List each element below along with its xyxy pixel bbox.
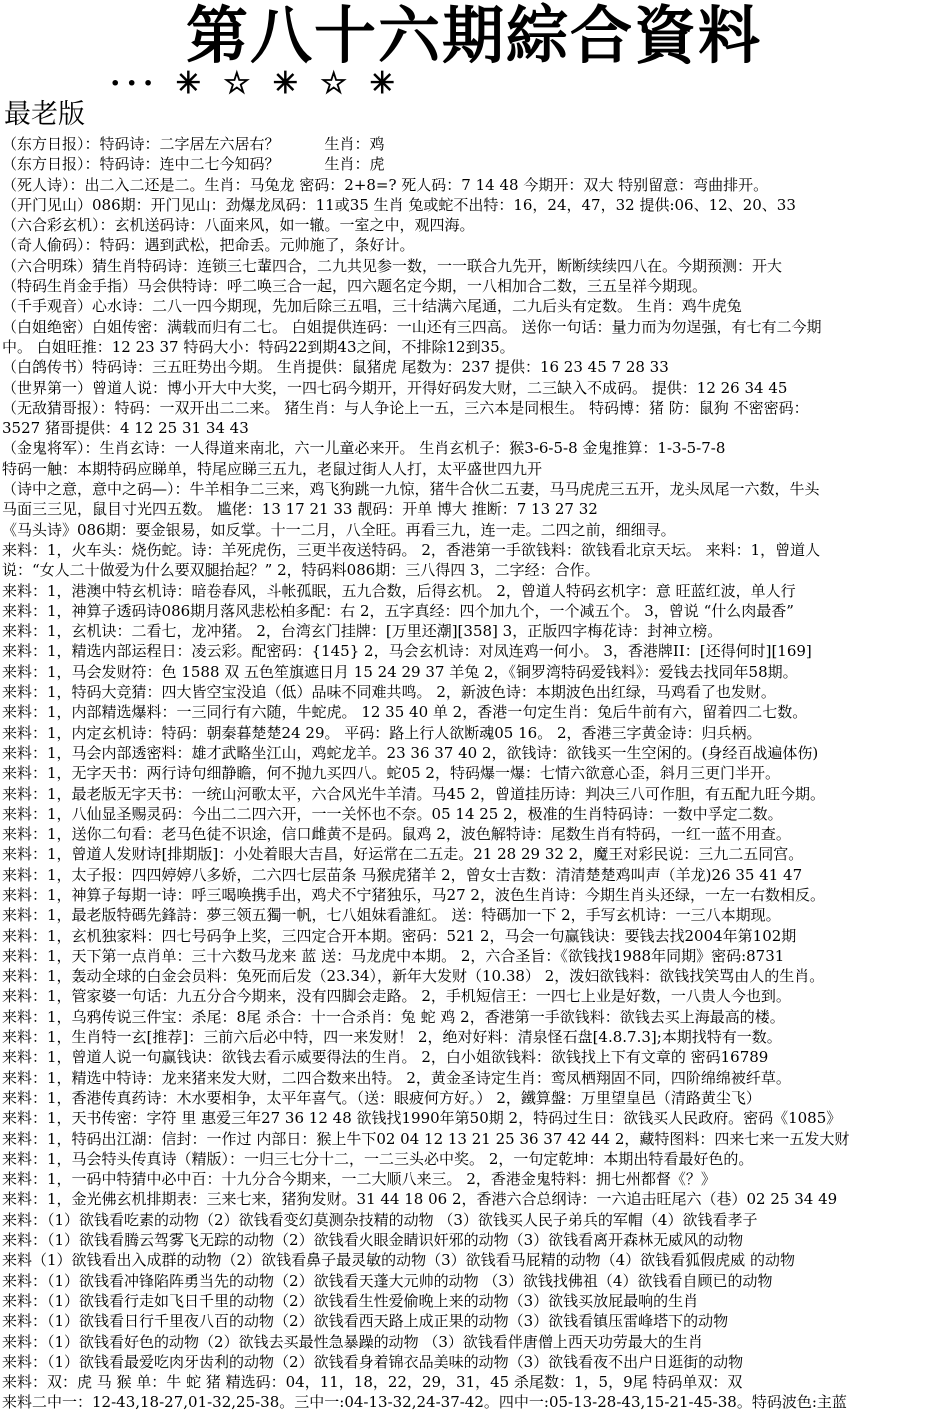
text-line: 来料：1，神算子每期一诗：呼三喝唤携手出，鸡犬不宁猪独乐，马27 2，波色生肖诗：今期生肖头还绿，一左一右数相反。 xyxy=(2,885,825,904)
text-line: （六合明珠）猜生肖特码诗：连锁三七輩四合，二九共见参一数，一一联合九先开，断断续续四八在。今期预测：开大 xyxy=(2,256,783,275)
text-line: 马面三三见，鼠目寸光四五数。 尴佬：13 17 21 33 靓码：开单 博大 推断：7 13 27 32 xyxy=(2,500,598,519)
text-line: （开门见山）086期：开门见山：劲爆龙凤码：11或35 生肖 兔或蛇不出特：16，24，47，32 提供:06、12、20、33 xyxy=(2,195,796,214)
brand-label: 最老版 xyxy=(4,99,85,130)
text-line: 来料：1，一码中特猜中必中百：十九分合今期来，一二大顺八来三。 2，香港金鬼特料：拥七州都督《？》 xyxy=(2,1170,716,1189)
text-line: 来料：（1）欲钱看腾云驾雾飞无踪的动物（2）欲钱看火眼金睛识奸邪的动物（3）欲钱看离开森林无威风的动物 xyxy=(2,1231,744,1250)
text-line: 来料：（1）欲钱看好色的动物（2）欲钱去买最性急暴躁的动物 （3）欲钱看伴唐僧上西天功劳最大的生肖 xyxy=(2,1332,703,1351)
text-line: 来料：1，生肖特一玄[推荐]：三前六后必中特，四一来发财！ 2，绝对好料：清泉怪石盘[4.8.7.3];本期找特有一数。 xyxy=(2,1028,782,1047)
text-line: （世界第一）曾道人说：博小开大中大奖，一四七码今期开，开得好码发大财，二三缺入不成码。 提供：12 26 34 45 xyxy=(2,378,788,397)
text-line: （东方日报）：特码诗：连中二七今知码？ 生肖：虎 xyxy=(2,155,385,174)
text-line: 来料：1，特码大竞猜：四大皆空宝没追（低）品味不同难共鸣。 2，新波色诗：本期波色出红绿，马鸡看了也发财。 xyxy=(2,683,776,702)
text-line: （奇人偷码）：特码：遇到武松，把命丢。元帅施了，条好计。 xyxy=(2,236,415,255)
text-line: 来料：（1）欲钱看行走如飞日千里的动物（2）欲钱看生性爱偷晚上来的动物（3）欲钱买放屁最响的生肖 xyxy=(2,1291,699,1310)
text-line: 来料：（1）欲钱看最爱吃肉牙齿利的动物（2）欲钱看身着锦衣品美味的动物（3）欲钱看夜不出户日逛街的动物 xyxy=(2,1352,744,1371)
text-line: 来料：1，火车头：烧伤蛇。诗：羊死虎伤，三更半夜送特码。 2，香港第一手欲钱料：欲钱看北京天坛。 来料：1，曾道人 xyxy=(2,540,821,559)
text-line: （千手观音）心水诗：二八一四今期现，先加后除三五唱，三十结满六尾通，二九后头有定数。 生肖：鸡牛虎兔 xyxy=(2,297,742,316)
text-line: 来料：（1）欲钱看冲锋陷阵勇当先的动物（2）欲钱看天蓬大元帅的动物 （3）欲钱找佛祖（4）欲钱看自顾已的动物 xyxy=(2,1271,773,1290)
text-line: 来料：1，马会内部透密料：雄才武略坐江山，鸡蛇龙羊。23 36 37 40 2，欲钱诗：欲钱买一生空闲的。(身经百战遍体伤) xyxy=(2,743,819,762)
text-line: 中。 白姐旺推：12 23 37 特码大小：特码22到期43之间，不排除12到35。 xyxy=(2,337,515,356)
text-line: 来料：1，八仙显圣赐灵码：今出二二四六开，一一关怀也不奈。05 14 25 2，极准的生肖特码诗：一数中孚定二数。 xyxy=(2,804,783,823)
text-line: 来料：1，无字天书：两行诗句细静瞻，何不抛九买四八。蛇05 2，特码爆一爆：七情六欲意心歪，斜月三更门半开。 xyxy=(2,764,780,783)
text-line: 来料：1，最老版无字天书：一统山河歌太平，六合风光牛羊清。马45 2，曾道挂历诗：判决三八可作胆，有五配九旺今期。 xyxy=(2,784,825,803)
text-line: 来料二中一：12-43,18-27,01-32,25-38。三中一:04-13-32,24-37-42。四中一:05-13-28-43,15-21-45-38。特码波色:主蓝 xyxy=(2,1393,847,1412)
text-line: 来料：1，轰动全球的白金会员料：兔死而后发（23.34），新年大发财（10.38） 2，泼妇欲钱料：欲钱找笑骂由人的生肖。 xyxy=(2,967,825,986)
text-line: （白鸽传书）特码诗：三五旺势出今期。 生肖提供：鼠猪虎 尾数为：237 提供：16 23 45 7 28 33 xyxy=(2,358,669,377)
text-line: （东方日报）：特码诗：二字居左六居右？ 生肖：鸡 xyxy=(2,135,385,153)
text-line: 来料：双：虎 马 猴 单：牛 蛇 猪 精选码：04，11，18，22，29，31，45 杀尾数：1，5，9尾 特码单双：双 xyxy=(2,1373,743,1392)
text-line: 来料：1，乌鸦传说三件宝：杀尾：8尾 杀合：十一合杀肖：兔 蛇 鸡 2，香港第一手欲钱料：欲钱去买上海最高的楼。 xyxy=(2,1007,785,1026)
text-line: （特码生肖金手指）马会供特诗：呼二唤三合一起，四六题名定今期，一八相加合二数，三五呈祥今期现。 xyxy=(2,277,708,296)
text-line: 来料：1，特码出江湖：信封：一作过 内部日：猴上牛下02 04 12 13 21 25 36 37 42 44 2，藏特图料：四来七来一五发大财 xyxy=(2,1129,850,1148)
text-line: 说：“女人二十做爱为什么要双腿抬起？” 2，特码料086期：三八得四 3，二字经：合作。 xyxy=(2,561,600,580)
text-line: 来料：1，内部精选爆料：一三同行有六随，牛蛇虎。 12 35 40 单 2，香港一句定生肖：兔后牛前有六，留着四二七数。 xyxy=(2,703,808,722)
text-line: 《马头诗》086期：要金银易，如反掌。十一二月，八全旺。再看三九，连一走。二四之前，细细寻。 xyxy=(2,520,676,539)
text-line: 来料：1，最老版特碼先鋒詩：夢三领五獨一帆，七八姐妹看誰紅。 送：特碼加一下 2，手写玄机诗：一三八本期现。 xyxy=(2,906,781,925)
text-line: 来料：1，曾道人说一句赢钱诀：欲钱去看示威要得法的生肖。 2，白小姐欲钱料：欲钱找上下有文章的 密码16789 xyxy=(2,1048,769,1067)
text-line: 来料：1，曾道人发财诗[排期版]：小处着眼大吉昌，好运常在二五走。21 28 29 32 2，魔王对彩民说：三九二五同宫。 xyxy=(2,845,804,864)
star-decoration: ··· ✳ ☆ ✳ ☆ ✳ xyxy=(110,66,401,101)
text-line: 来料：1，精选内部运程日：凌云彩。配密码：{145} 2，马会玄机诗：对凤连鸡一何小。 3，香港牌II：[还得何时][169] xyxy=(2,642,812,661)
text-line: 来料：1，港澳中特玄机诗：暗卷春风，斗帐孤眠，五九合数，后得玄机。 2，曾道人特码玄机字：意 旺蓝红波，单人行 xyxy=(2,581,796,600)
text-line: （无敌猜哥报）：特码：一双开出二二来。 猪生肖：与人争论上一五，三六本是同根生。 特码博：猪 防：鼠狗 不密密码： xyxy=(2,398,809,417)
text-line: 来料：1，送你二句看：老马色徒不识途，信口雌黄不是码。鼠鸡 2，波色解特诗：尾数生肖有特码，一红一蓝不用查。 xyxy=(2,825,791,844)
text-line: 来料：1，精选中特诗：龙来猪来发大财，二四合数来出特。 2，黄金圣诗定生肖：鸾凤栖翔固不同，四阶绵绵被纤草。 xyxy=(2,1068,791,1087)
text-line: （六合彩玄机）：玄机送码诗：八面来风，如一辙。一室之中，观四海。 xyxy=(2,216,475,235)
text-line: 来料：1，内定玄机诗：特码：朝秦暮楚楚24 29。 平码：路上行人欲断魂05 16。 2，香港三字黄金诗：归兵柄。 xyxy=(2,723,762,742)
text-line: （白姐绝密）白姐传密：满载而归有二七。 白姐提供连码：一山还有三四高。 送你一句话：量力而为勿逞强，有七有二今期 xyxy=(2,317,822,336)
text-line: 来料：1，玄机独家料：四七号码争上奖，三四定合开本期。密码：521 2，马会一句赢钱诀：要钱去找2004年第102期 xyxy=(2,926,797,945)
text-line: 来料：1，神算子透码诗086期月落风悲松柏多配：右 2，五字真经：四个加九个，一个减五个。 3，曾说 “什么肉最香” xyxy=(2,601,794,620)
text-line: （死人诗）：出二入二还是二。生肖：马兔龙 密码：2+8=? 死人码：7 14 48 今期开：双大 特别留意：弯曲排开。 xyxy=(2,175,769,194)
text-line: 来料（1）欲钱看出入成群的动物（2）欲钱看鼻子最灵敏的动物（3）欲钱看马屁精的动物（4）欲钱看狐假虎威 的动物 xyxy=(2,1251,795,1270)
text-line: 特码一触：本期特码应睇单，特尾应睇三五九，老鼠过街人人打，太平盛世四九开 xyxy=(2,459,543,478)
text-line: 来料：1，马会发财符：色 1588 双 五色笙旗遮日月 15 24 29 37 羊兔 2，《铜罗湾特码爱钱料》：爱钱去找同年58期。 xyxy=(2,662,798,681)
text-line: 3527 猪哥提供：4 12 25 31 34 43 xyxy=(2,419,249,438)
text-line: 来料：（1）欲钱看吃素的动物（2）欲钱看变幻莫测杂技精的动物 （3）欲钱买人民子弟兵的军帽（4）欲钱看孝子 xyxy=(2,1210,758,1229)
text-line: 来料：1，太子报：四四婷婷八多娇，二六四七层苗条 马猴虎猪羊 2，曾女士吉数：清清楚楚鸡叫声（羊龙)26 35 41 47 xyxy=(2,865,803,884)
text-line: 来料：1，管家婆一句话：九五分合今期来，没有四脚会走路。 2，手机短信王：一四七上业是好数，一八贵人今也到。 xyxy=(2,987,791,1006)
text-line: 来料：（1）欲钱看日行千里夜八百的动物（2）欲钱看西天路上成正果的动物（3）欲钱看镇压雷峰塔下的动物 xyxy=(2,1312,729,1331)
text-line: 来料：1，天下第一点肖单：三十六数马龙来 蓝 送：马龙虎中本期。 2，六合圣旨：《欲钱找1988年同期》密码:8731 xyxy=(2,946,785,965)
text-line: 来料：1，天书传密：字符 里 惠爱三年27 36 12 48 欲钱找1990年第50期 2，特码过生日：欲钱买人民政府。密码《1085》 xyxy=(2,1109,842,1128)
text-line: （金鬼将军）：生肖玄诗：一人得道来南北，六一儿童必来开。 生肖玄机子：猴3-6-5-8 金鬼推算：1-3-5-7-8 xyxy=(2,439,726,458)
content-lines xyxy=(2,134,946,1412)
text-line: 来料：1，马会特头传真诗（精版）：一归三七分十二，一二三头必中奖。 2，一句定乾坤：本期出特看最好色的。 xyxy=(2,1149,754,1168)
text-line: 来料：1，玄机诀：二看七，龙冲猪。 2，台湾玄门挂牌：[万里还潮][358] 3，正版四字梅花诗：封神立榜。 xyxy=(2,622,723,641)
text-line: 来料：1，金光佛玄机排期表：三来七来，猪狗发财。31 44 18 06 2，香港六合总纲诗：一六追击旺尾六（巷）02 25 34 49 xyxy=(2,1190,838,1209)
text-line: （诗中之意，意中之码—）：牛羊相争二三来，鸡飞狗跳一九惊，猪牛合伙二五妻，马马虎虎三五开，龙头凤尾一六数，牛头 xyxy=(2,480,820,499)
text-line: 来料：1，香港传真药诗：木水要相争，太平年喜气。（送：眼疲何方好。） 2，鐵算盤：万里望皇邑（清路黄尘飞） xyxy=(2,1088,761,1107)
page-title: 第八十六期綜合資料 xyxy=(185,0,762,72)
